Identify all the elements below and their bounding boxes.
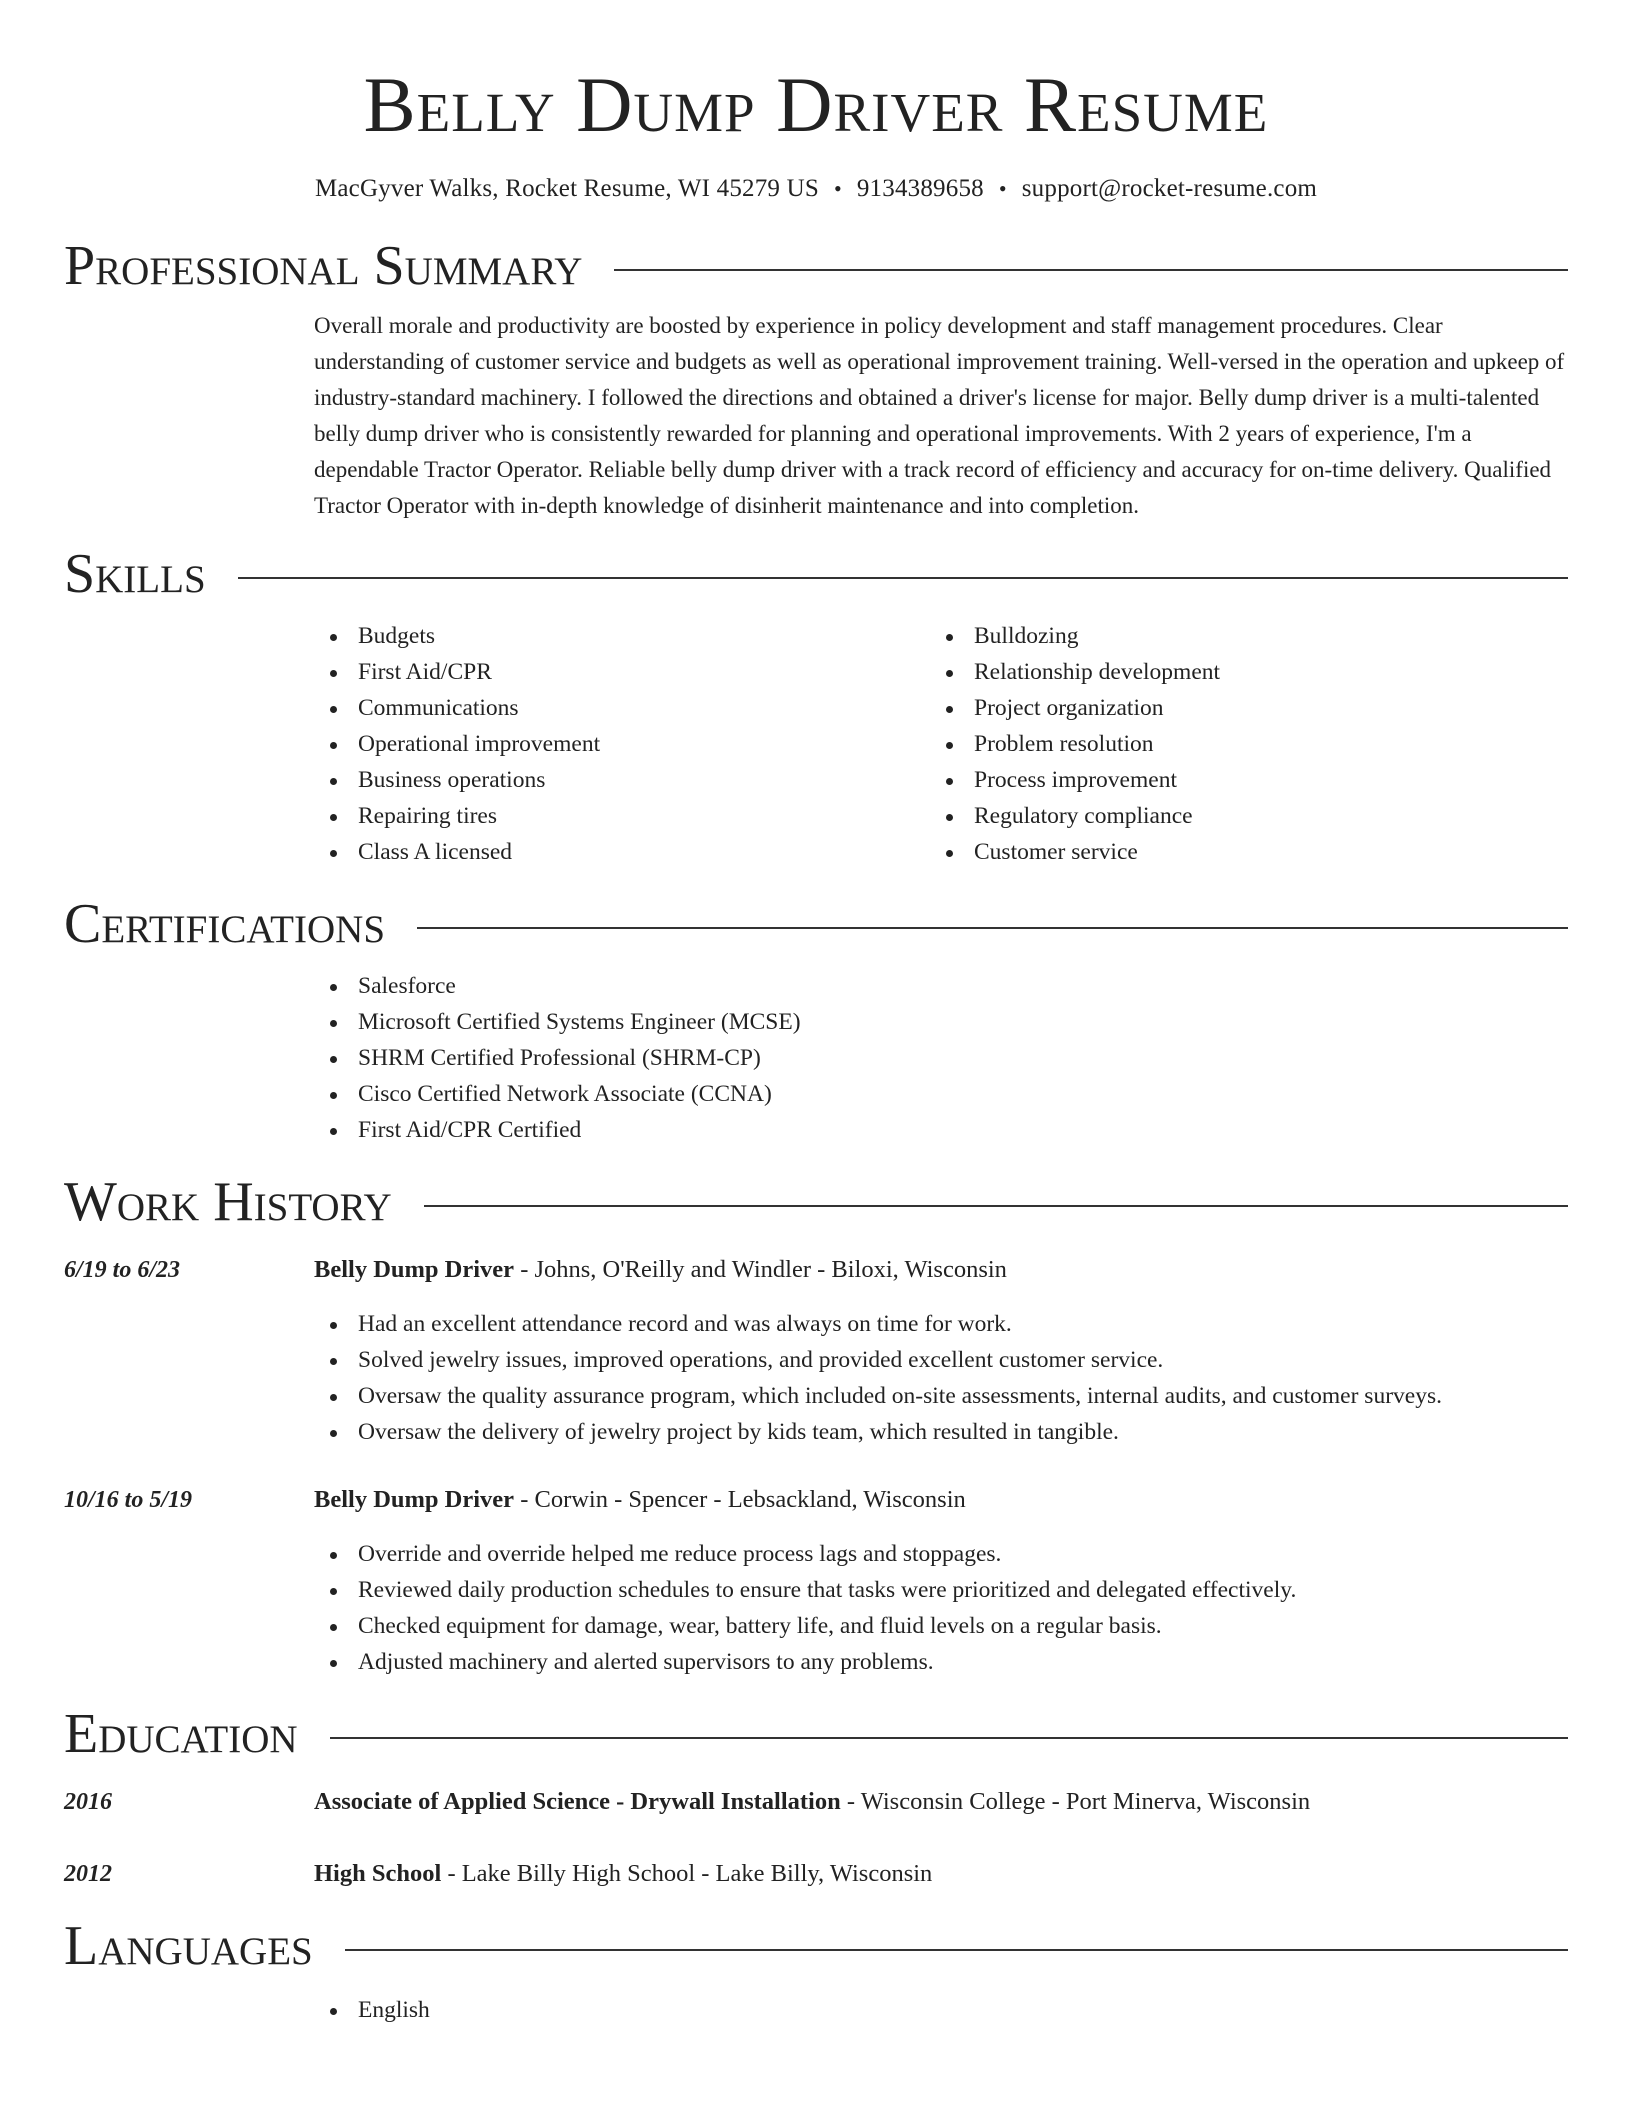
education-entry	[64, 1856, 1568, 1892]
languages-list	[314, 1992, 1568, 2028]
skill-item: Customer service	[930, 834, 1546, 870]
section-divider	[424, 1205, 1568, 1207]
section-heading-skills	[64, 542, 1568, 606]
job-bullet: Oversaw the quality assurance program, which included on-site assessments, internal audits, and customer surveys.	[314, 1378, 1568, 1414]
contact-email: support@rocket-resume.com	[1021, 175, 1318, 202]
skill-item: Relationship development	[930, 654, 1546, 690]
section-divider	[345, 1949, 1568, 1951]
education-year: 2016	[64, 1789, 112, 1815]
section-heading-certifications	[64, 892, 1568, 956]
certification-item: First Aid/CPR Certified	[314, 1112, 1568, 1148]
job-bullet: Reviewed daily production schedules to ensure that tasks were prioritized and delegated effectively.	[314, 1572, 1568, 1608]
skill-item: Project organization	[930, 690, 1546, 726]
job-bullets	[314, 1306, 1568, 1450]
skill-item: Bulldozing	[930, 618, 1546, 654]
job-title: Belly Dump Driver	[314, 1486, 515, 1513]
job-dates: 10/16 to 5/19	[64, 1487, 193, 1513]
section-heading-label: Languages	[64, 1915, 313, 1977]
skill-item: Problem resolution	[930, 726, 1546, 762]
education-heading	[314, 1856, 932, 1892]
section-heading-label: Education	[64, 1703, 298, 1765]
certification-item: Microsoft Certified Systems Engineer (MCSE)	[314, 1004, 1568, 1040]
contact-separator: •	[833, 176, 842, 201]
job-bullet: Solved jewelry issues, improved operations, and provided excellent customer service.	[314, 1342, 1568, 1378]
education-year: 2012	[64, 1861, 112, 1887]
job-heading	[314, 1482, 966, 1518]
job-dates: 6/19 to 6/23	[64, 1257, 181, 1283]
education-degree: High School	[314, 1860, 442, 1887]
skill-item: Regulatory compliance	[930, 798, 1546, 834]
resume-title: Belly Dump Driver Resume	[363, 61, 1269, 148]
certifications-list	[314, 968, 1568, 1148]
job-employer: - Corwin - Spencer - Lebsackland, Wisconsin	[514, 1486, 966, 1513]
section-heading-education	[64, 1702, 1568, 1766]
education-degree: Associate of Applied Science - Drywall Installation	[314, 1788, 841, 1815]
skills-list-left	[314, 618, 930, 870]
contact-phone: 9134389658	[856, 175, 984, 202]
job-bullet: Checked equipment for damage, wear, battery life, and fluid levels on a regular basis.	[314, 1608, 1568, 1644]
job-bullet: Oversaw the delivery of jewelry project by kids team, which resulted in tangible.	[314, 1414, 1568, 1450]
job-heading	[314, 1252, 1007, 1288]
certification-item: SHRM Certified Professional (SHRM-CP)	[314, 1040, 1568, 1076]
section-heading-work-history	[64, 1170, 1568, 1234]
section-heading-label: Professional Summary	[64, 235, 583, 297]
section-heading-label: Certifications	[64, 893, 386, 955]
job-bullets	[314, 1536, 1568, 1680]
skill-item: Budgets	[314, 618, 930, 654]
section-divider	[238, 577, 1568, 579]
job-bullet: Adjusted machinery and alerted supervisors to any problems.	[314, 1644, 1568, 1680]
education-entry	[64, 1784, 1568, 1820]
section-divider	[614, 269, 1568, 271]
section-heading-summary	[64, 234, 1568, 298]
skill-item: Operational improvement	[314, 726, 930, 762]
job-employer: - Johns, O'Reilly and Windler - Biloxi, Wisconsin	[514, 1256, 1007, 1283]
education-heading	[314, 1784, 1310, 1820]
contact-line	[64, 172, 1568, 206]
skill-item: Class A licensed	[314, 834, 930, 870]
skill-item: Process improvement	[930, 762, 1546, 798]
skill-item: Communications	[314, 690, 930, 726]
language-item: English	[314, 1992, 1568, 2028]
certification-item: Cisco Certified Network Associate (CCNA)	[314, 1076, 1568, 1112]
section-heading-label: Skills	[64, 543, 206, 605]
job-title: Belly Dump Driver	[314, 1256, 515, 1283]
education-school: - Wisconsin College - Port Minerva, Wisconsin	[840, 1788, 1311, 1815]
job-entry	[64, 1482, 1568, 1518]
section-heading-languages	[64, 1914, 1568, 1978]
skill-item: First Aid/CPR	[314, 654, 930, 690]
section-divider	[417, 927, 1568, 929]
skills-grid	[64, 618, 1568, 870]
skills-list-right	[930, 618, 1546, 870]
job-bullet: Had an excellent attendance record and was always on time for work.	[314, 1306, 1568, 1342]
education-school: - Lake Billy High School - Lake Billy, Wisconsin	[441, 1860, 933, 1887]
certification-item: Salesforce	[314, 968, 1568, 1004]
skill-item: Repairing tires	[314, 798, 930, 834]
contact-address: MacGyver Walks, Rocket Resume, WI 45279 US	[314, 175, 819, 202]
job-bullet: Override and override helped me reduce process lags and stoppages.	[314, 1536, 1568, 1572]
summary-paragraph: Overall morale and productivity are boosted by experience in policy development and staff management procedures. Clear understanding of customer service and budgets as well as operational improvement training. Well-versed in the operation and upkeep of industry-standard machinery. I followed the directions and obtained a driver's license for major. Belly dump driver is a multi-talented belly dump driver who is consistently rewarded for planning and operational improvements. With 2 years of experience, I'm a dependable Tractor Operator. Reliable belly dump driver with a track record of efficiency and accuracy for on-time delivery. Qualified Tractor Operator with in-depth knowledge of disinherit maintenance and into completion.	[314, 313, 1565, 518]
job-entry	[64, 1252, 1568, 1288]
skill-item: Business operations	[314, 762, 930, 798]
contact-separator: •	[998, 176, 1007, 201]
section-heading-label: Work History	[64, 1171, 392, 1233]
section-divider	[330, 1737, 1568, 1739]
